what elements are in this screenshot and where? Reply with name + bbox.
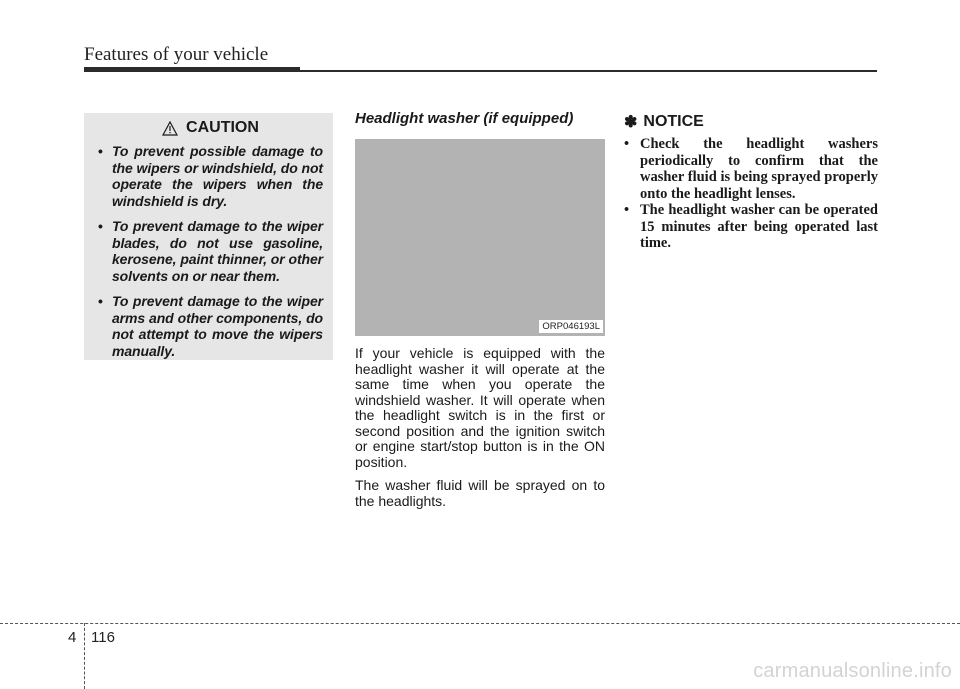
caution-item: • To prevent possible damage to the wipers or windshield, do not operate the wipers when the windshield is dry. [98, 143, 323, 209]
figure-code: ORP046193L [539, 320, 603, 333]
figure-image [355, 139, 605, 336]
footer-divider [0, 623, 960, 624]
header-rule [84, 67, 300, 72]
header-rule-line [300, 70, 877, 72]
notice-heading [624, 112, 878, 132]
watermark: carmanualsonline.info [753, 660, 952, 682]
caution-item: • To prevent damage to the wiper arms and other components, do not attempt to move the wipers manually. [98, 293, 323, 359]
notice-item: • The headlight washer can be operated 15 minutes after being operated last time. [624, 202, 878, 251]
caution-item: • To prevent damage to the wiper blades, do not use gasoline, kerosene, paint thinner, or other solvents on or near them. [98, 218, 323, 284]
footer-vertical-divider [84, 623, 85, 689]
page-number: 116 [91, 629, 115, 646]
caution-heading [98, 119, 323, 137]
body-paragraph: If your vehicle is equipped with the headlight washer it will operate at the same time when you operate the windshield washer. It will operate when the headlight switch is in the first or second position and the ignition switch or engine start/stop button is in the ON position. [355, 345, 605, 470]
caution-box [84, 113, 333, 360]
warning-triangle-icon [162, 121, 178, 136]
section-title: Headlight washer (if equipped) [355, 110, 574, 127]
notice-item: • Check the headlight washers periodically to confirm that the washer fluid is being sprayed properly onto the headlight lenses. [624, 136, 878, 202]
notice-column [624, 112, 878, 252]
page-header-title: Features of your vehicle [84, 44, 269, 65]
notice-title: NOTICE [643, 113, 704, 130]
body-paragraph: The washer fluid will be sprayed on to the headlights. [355, 477, 605, 509]
caution-title: CAUTION [186, 119, 259, 136]
chapter-number: 4 [68, 629, 77, 646]
notice-list [624, 136, 878, 252]
notice-star-icon: ✽ [624, 114, 638, 131]
main-column [355, 110, 605, 509]
caution-list [98, 143, 323, 359]
